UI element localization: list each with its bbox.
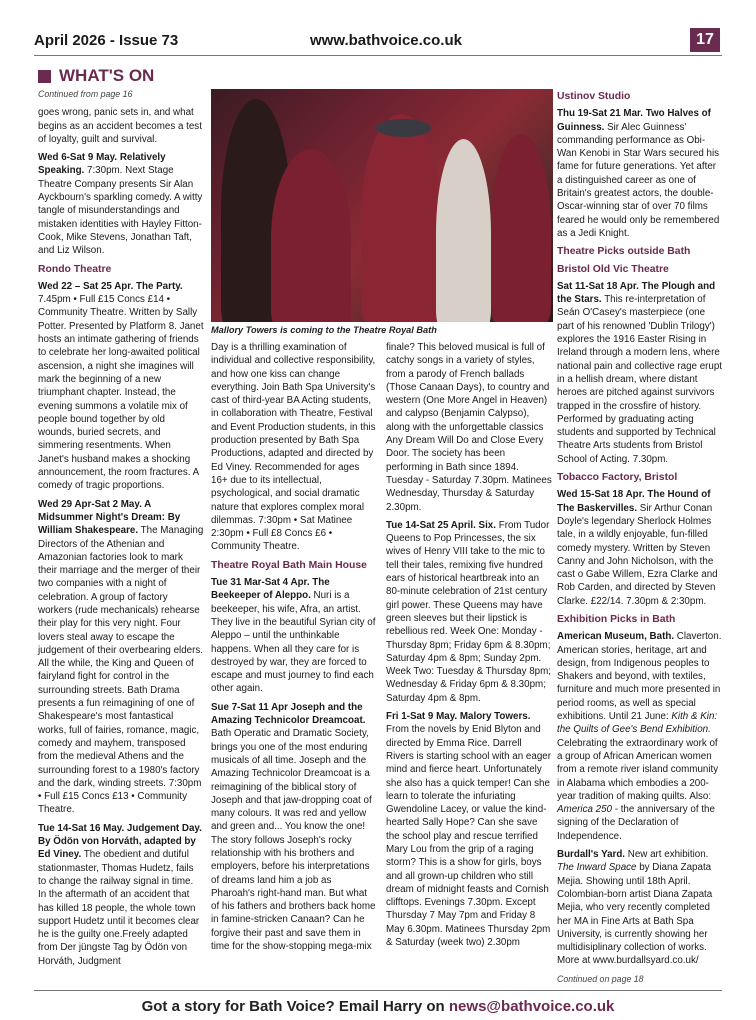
photo-figure	[436, 139, 491, 322]
event-malory-towers: Fri 1-Sat 9 May. Malory Towers. From the novels by Enid Blyton and directed by Emma Rice. Darrell Rivers is starting school with an eager mind and fierce heart. Unfortunately she also has a quick temper! Can she learn to tolerate the infuriating Gwendoline Lacey, or value the kind-hearted Sally Hope? Can she save the school play and rescue terrified Mary Lou from the grip of a raging storm? This is a show for girls, boys and all grown-up children who still dream of midnight feasts and Cornish clifftops. Evenings 7.30pm. Except Thursday 7 May 7pm and Friday 8 May 6.30pm. Matinees Thursday 2pm & Saturday (week two) 2.30pm	[386, 711, 551, 949]
event-beekeeper: Tue 31 Mar-Sat 4 Apr. The Beekeeper of Aleppo. Nuri is a beekeeper, his wife, Afra, an artist. They live in the beautiful Syrian city of Aleppo – until the unthinkable happens. When all they care for is destroyed by war, they are forced to escape and must journey to find each other again.	[211, 577, 376, 695]
site-url[interactable]: www.bathvoice.co.uk	[310, 32, 462, 49]
event-two-halves: Thu 19-Sat 21 Mar. Two Halves of Guinness. Sir Alec Guinness' commanding performance as Obi-Wan Kenobi in Star Wars secured his fame for future generations. Yet after a distinguished career as one of Britain's greatest actors, the double-Oscar-winning star of over 70 films feared he would only be remembered as a Jedi Knight.	[557, 108, 720, 239]
footer-email-link[interactable]: news@bathvoice.co.uk	[448, 998, 615, 1015]
issue-label: April 2026 - Issue 73	[34, 32, 179, 49]
venue-rondo: Rondo Theatre	[38, 263, 112, 275]
venue-bristol-old-vic: Bristol Old Vic Theatre	[557, 263, 669, 275]
joseph-cont: finale? This beloved musical is full of catchy songs in a variety of styles, from a parody of French ballads (Those Canaan Days), to country and western (One More Angel in Heaven) and calypso (Benjamin Calypso), along with the unforgettable classics Any Dream Will Do and Close Every Door. The society has been performing in Bath since 1894. Tuesday - Saturday 7.30pm. Matinees Wednesday, Thursday & Saturday 2.30pm.	[386, 342, 552, 513]
event-joseph: Sue 7-Sat 11 Apr Joseph and the Amazing Technicolor Dreamcoat. Bath Operatic and Dramatic Society, brings you one of the most enduring musicals of all time. Joseph and the Amazing Technicolor Dreamcoat is a reimagining of the biblical story of Joseph and that jaw-dropping coat of many colours. It was red and yellow and green and... You know the one! The story follows Joseph's rocky relationship with his brothers and employers, before his interpretations of dreams land him a job as Pharoah's right-hand man. But what of his fathers and brothers back home in famine-stricken Canaan? Can he forgive their past and save them in time for the show-stopping mega-mix	[211, 701, 376, 953]
heading-exhibitions: Exhibition Picks in Bath	[557, 613, 676, 625]
event-judgement-day: Tue 14-Sat 16 May. Judgement Day. By Ödön von Horváth, adapted by Ed Viney. The obedient and dutiful stationmaster, Thomas Hudetz, fails to change the railway signal in time. In the aftermath of an accident that has killed 18 people, the whole town support Hudetz until it becomes clear he is the guilty one.Freely adapted from Der jüngste Tag by Ödön von Horváth, Judgment	[38, 822, 202, 967]
event-relatively-speaking: Wed 6-Sat 9 May. Relatively Speaking. 7:30pm. Next Stage Theatre Company presents Sir Alan Ayckbourn's sparkling comedy. A witty tangle of misunderstandings and mistaken identities with Hayley Fitton-Cook, Mike Stevens, Jonathan Taft, and Liz Wilson.	[38, 152, 203, 257]
section-title-text: WHAT'S ON	[59, 66, 155, 85]
square-icon	[38, 70, 51, 83]
venue-ustinov: Ustinov Studio	[557, 91, 631, 102]
footer-rule	[34, 990, 722, 991]
photo-figure	[361, 114, 441, 322]
event-american-museum: American Museum, Bath. Claverton. American stories, heritage, art and design, from Indigenous peoples to Shakers and beyond, with textiles, furniture and much more presented in period rooms, as well as special exhibitions. Until 21 June: Kith & Kin: the Quilts of Gee's Bend Exhibition. Celebrating the extraordinary work of a group of African American women from a remote river island community in Alabama which embodies a 200-year tradition of making quilts. Also: America 250 - the anniversary of the signing of the Declaration of Independence.	[557, 631, 722, 842]
column-1	[38, 88, 204, 973]
venue-tobacco-factory: Tobacco Factory, Bristol	[557, 472, 678, 484]
continued-from: Continued from page 16	[38, 89, 133, 99]
page-header	[0, 0, 756, 58]
page-number: 17	[690, 28, 720, 52]
photo-hat	[376, 119, 431, 137]
footer	[0, 998, 756, 1015]
continued-on: Continued on page 18	[557, 973, 644, 984]
intro-text: goes wrong, panic sets in, and what begins as an accident becomes a test of loyalty, guilt and survival.	[38, 107, 202, 145]
event-six: Tue 14-Sat 25 April. Six. From Tudor Queens to Pop Princesses, the six wives of Henry VIII take to the mic to tell their tales, remixing five hundred ears of historical heartbreak into an 80-minute celebration of 21st century girl power. These Queens may have green sleeves but their lipstick is rebellious red. Week One: Monday - Thursday 8pm; Friday 6pm & 8.30pm; Saturday 4pm & 8pm; Sunday 2pm. Week Two: Tuesday & Thursday 8pm; Wednesday & Friday 6pm & 8.30pm; Saturday 4pm & 8pm.	[386, 519, 551, 704]
heading-outside-bath: Theatre Picks outside Bath	[557, 246, 691, 258]
event-hound: Wed 15-Sat 18 Apr. The Hound of The Baskervilles. Sir Arthur Conan Doyle's legendary Sherlock Holmes tale, in a wildly enjoyable, fun-filled comedy mystery. Written by Steven Canny and John Nicholson, with the cast o Gabe Willem, Ezra Clarke and Rob Carden, and directed by Steven Clarke. £22/14. 7.30pm & 2:30pm.	[557, 489, 718, 607]
event-plough-stars: Sat 11-Sat 18 Apr. The Plough and the Stars. This re-interpretation of Seán O'Casey's masterpiece (one part of his renowned 'Dublin Trilogy') explores the 1916 Easter Rising in Ireland through a modern lens, where national pain and collective rage erupt in a hellish dream, where distant heroes are pitched against survivors trapped in the crossfire of history. Performed by graduating acting students and supported by Technical Theatre Arts students from Bristol School of Acting. 7.30pm.	[557, 280, 723, 465]
event-midsummer: Wed 29 Apr-Sat 2 May. A Midsummer Night's Dream: By William Shakespeare. The Managing Directors of the Athenian and Amazonian factories look to mark their marriage and the merger of their two companies with a night of celebration. A group of factory workers (rude mechanicals) rehearse their play for this very night. Four lovers steal away to escape the judgement of their overbearing elders. All the while, the King and Queen of fairyland fight for control in the surrounding streets. Bath Drama presents a fun reimagining of one of Shakespeare's most fantastical works, full of fairies, romance, magic, comedy and mayhem, transposed from the medieval Athens and the surrounding forest to a 1980's factory and the dark, winding streets. 7:30pm • Full £15 Concs £13 • Community Theatre.	[38, 498, 204, 816]
column-3	[386, 341, 552, 954]
column-4	[557, 88, 723, 991]
photo-figure	[491, 134, 551, 322]
malory-towers-photo	[211, 89, 553, 322]
photo-figure	[271, 149, 351, 322]
event-burdalls-yard: Burdall's Yard. New art exhibition. The Inward Space by Diana Zapata Mejia. Showing until 18th April. Colombian-born artist Diana Zapata Mejia, who very recently completed her MA in Fine Arts at Bath Spa University, is currently showing her multidisiplinary collection of works. More at www.burdallsyard.co.uk/	[557, 849, 713, 967]
judgement-day-cont: Day is a thrilling examination of individual and collective responsibility, and how one kiss can change everything. Join Bath Spa University's cast of third-year BA Acting students, in collaboration with Theatre, Festival and Event Production students, in this production presented by Bath Spa Productions, adapted and directed by Ed Viney. Recommended for ages 16+ due to its intellectual, psychological, and social dramatic nature that explores complex moral dilemmas. 7:30pm • Sat Matinee 2:30pm • Full £8 Concs £6 • Community Theatre.	[211, 342, 376, 553]
header-rule	[34, 55, 722, 56]
photo-caption: Mallory Towers is coming to the Theatre Royal Bath	[211, 325, 437, 335]
footer-text: Got a story for Bath Voice? Email Harry on	[141, 998, 449, 1015]
section-title	[38, 66, 154, 86]
column-2	[211, 341, 377, 958]
event-the-party: Wed 22 – Sat 25 Apr. The Party. 7.45pm • Full £15 Concs £14 • Community Theatre. Written by Sally Potter. Presented by Platform 8. Janet hosts an intimate gathering of friends to celebrate her long-awaited political ascension, a night she imagines will mark the beginning of a new triumphant chapter. Instead, the evening summons a volatile mix of people bound together by old wounds, buried secrets, and simmering resentments. When Janet's husband makes a shocking announcement, the room fractures. A comedy of tragic proportions.	[38, 280, 204, 492]
venue-theatre-royal: Theatre Royal Bath Main House	[211, 559, 367, 571]
